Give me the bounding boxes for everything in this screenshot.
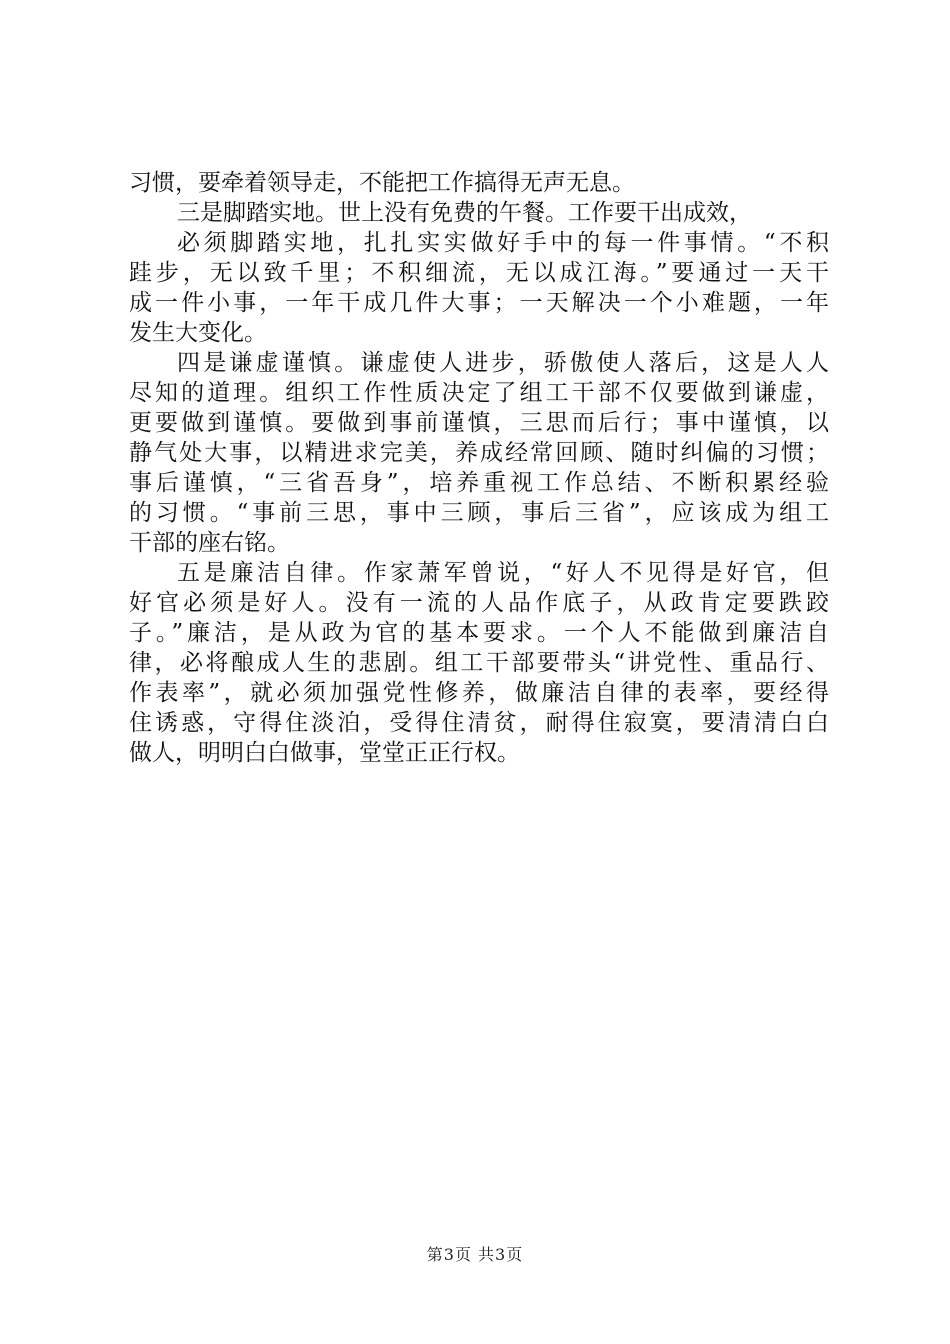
text-line-4: 跬步，无以致千里；不积细流，无以成江海。”要通过一天干 bbox=[129, 260, 829, 286]
text-line-3: 必须脚踏实地，扎扎实实做好手中的每一件事情。“不积 bbox=[177, 230, 829, 256]
text-line-8: 尽知的道理。组织工作性质决定了组工干部不仅要做到谦虚， bbox=[129, 380, 829, 406]
text-line-15: 好官必须是好人。没有一流的人品作底子，从政肯定要跌跤 bbox=[129, 590, 829, 616]
text-line-5: 成一件小事，一年干成几件大事；一天解决一个小难题，一年 bbox=[129, 290, 829, 316]
text-line-17: 律，必将酿成人生的悲剧。组工干部要带头“讲党性、重品行、 bbox=[129, 650, 829, 676]
text-line-10: 静气处大事，以精进求完美，养成经常回顾、随时纠偏的习惯； bbox=[129, 440, 829, 466]
text-line-9: 更要做到谨慎。要做到事前谨慎，三思而后行；事中谨慎，以 bbox=[129, 410, 829, 436]
text-line-2: 三是脚踏实地。世上没有免费的午餐。工作要干出成效， bbox=[177, 200, 752, 226]
text-line-14: 五是廉洁自律。作家萧军曾说，“好人不见得是好官，但 bbox=[177, 560, 829, 586]
text-line-19: 住诱惑，守得住淡泊，受得住清贫，耐得住寂寞，要清清白白 bbox=[129, 710, 829, 736]
text-line-13: 干部的座右铭。 bbox=[129, 530, 290, 556]
text-line-20: 做人，明明白白做事，堂堂正正行权。 bbox=[129, 740, 520, 766]
text-line-7: 四是谦虚谨慎。谦虚使人进步，骄傲使人落后，这是人人 bbox=[177, 350, 829, 376]
document-body bbox=[129, 168, 829, 768]
text-line-1: 习惯，要牵着领导走，不能把工作搞得无声无息。 bbox=[129, 170, 635, 196]
text-line-16: 子。”廉洁，是从政为官的基本要求。一个人不能做到廉洁自 bbox=[129, 620, 829, 646]
text-line-6: 发生大变化。 bbox=[129, 320, 267, 346]
text-line-12: 的习惯。“事前三思，事中三顾，事后三省”，应该成为组工 bbox=[129, 500, 829, 526]
text-line-11: 事后谨慎，“三省吾身”，培养重视工作总结、不断积累经验 bbox=[129, 470, 829, 496]
text-line-18: 作表率”，就必须加强党性修养，做廉洁自律的表率，要经得 bbox=[129, 680, 829, 706]
page-number-footer: 第3页 共3页 bbox=[426, 1245, 524, 1264]
